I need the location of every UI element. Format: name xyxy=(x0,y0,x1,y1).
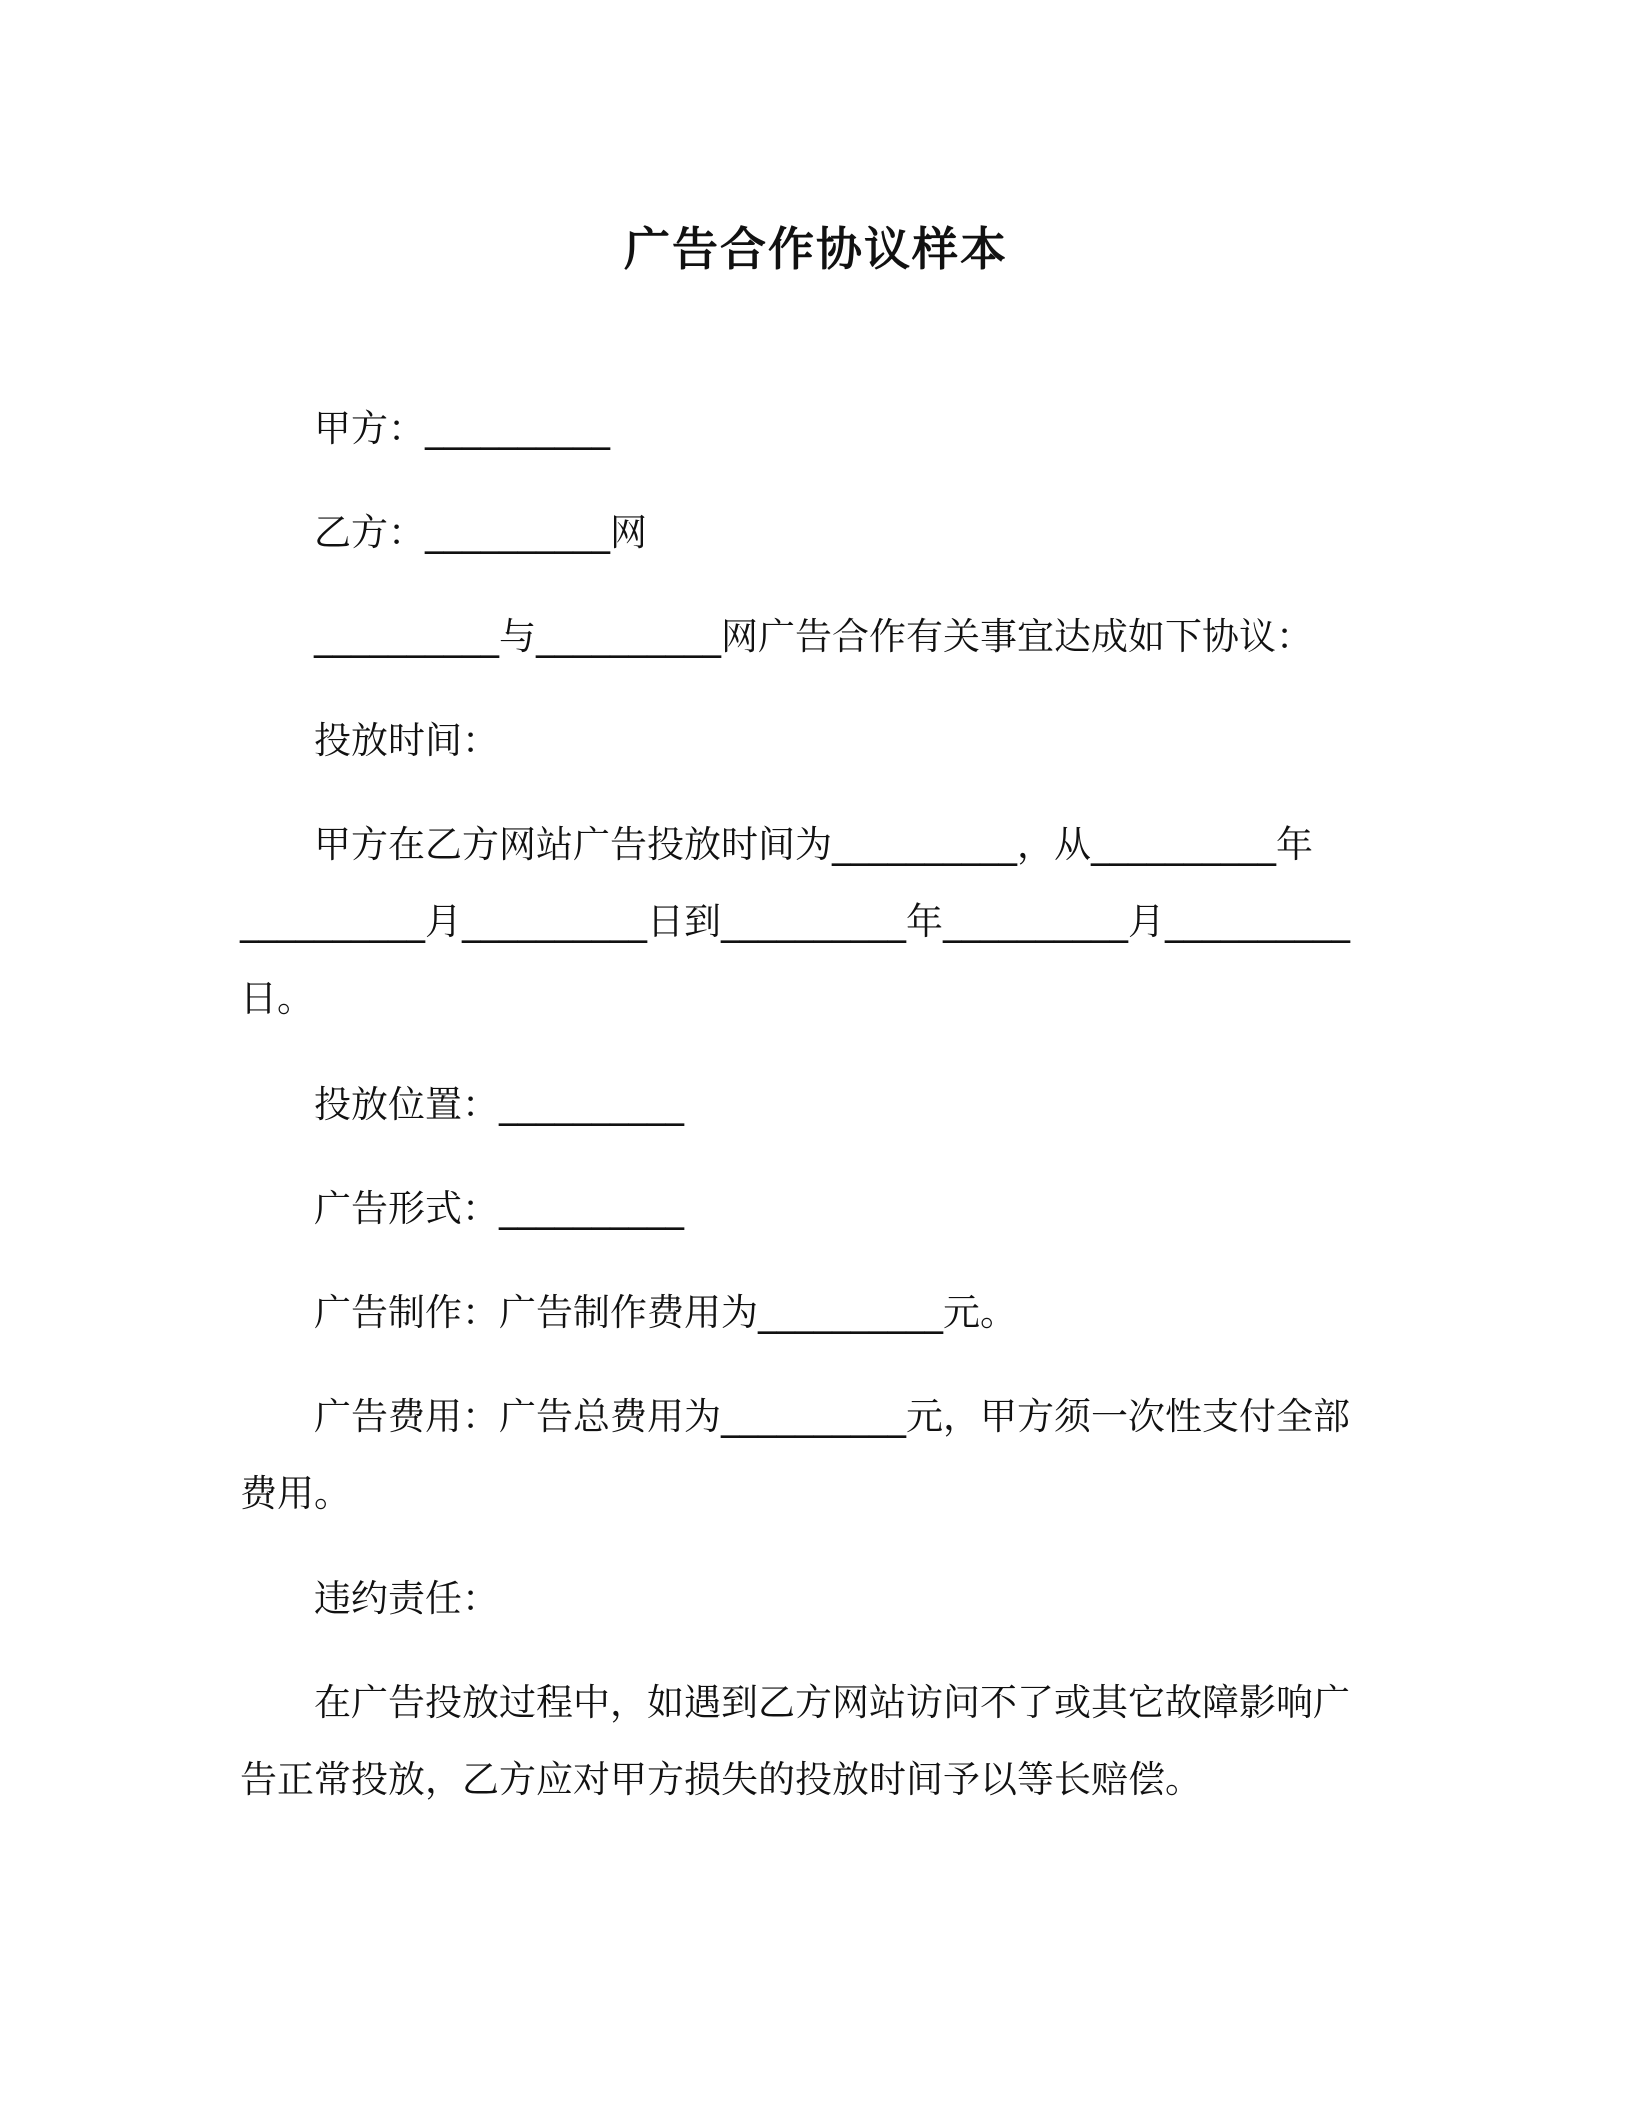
production-line: 广告制作：广告制作费用为__________元。 xyxy=(314,1291,1017,1334)
fee-paragraph: 广告费用：广告总费用为__________元，甲方须一次性支付全部费用。 xyxy=(240,1395,1350,1515)
liability-paragraph: 在广告投放过程中，如遇到乙方网站访问不了或其它故障影响广告正常投放，乙方应对甲方损失的投放时间予以等长赔偿。 xyxy=(240,1681,1350,1801)
agreement-intro: __________与__________网广告合作有关事宜达成如下协议： xyxy=(314,615,1313,658)
section-heading-schedule: 投放时间： xyxy=(314,719,499,762)
placement-line: 投放位置：__________ xyxy=(314,1083,684,1126)
schedule-paragraph: 甲方在乙方网站广告投放时间为__________，从__________年__________月__________日到__________年__________月__________日。 xyxy=(240,823,1350,1020)
section-heading-liability: 违约责任： xyxy=(314,1577,499,1620)
party-b-line: 乙方：__________网 xyxy=(314,511,647,554)
document-title: 广告合作协议样本 xyxy=(624,222,1008,276)
party-a-line: 甲方：__________ xyxy=(314,407,610,450)
ad-format-line: 广告形式：__________ xyxy=(314,1187,684,1230)
